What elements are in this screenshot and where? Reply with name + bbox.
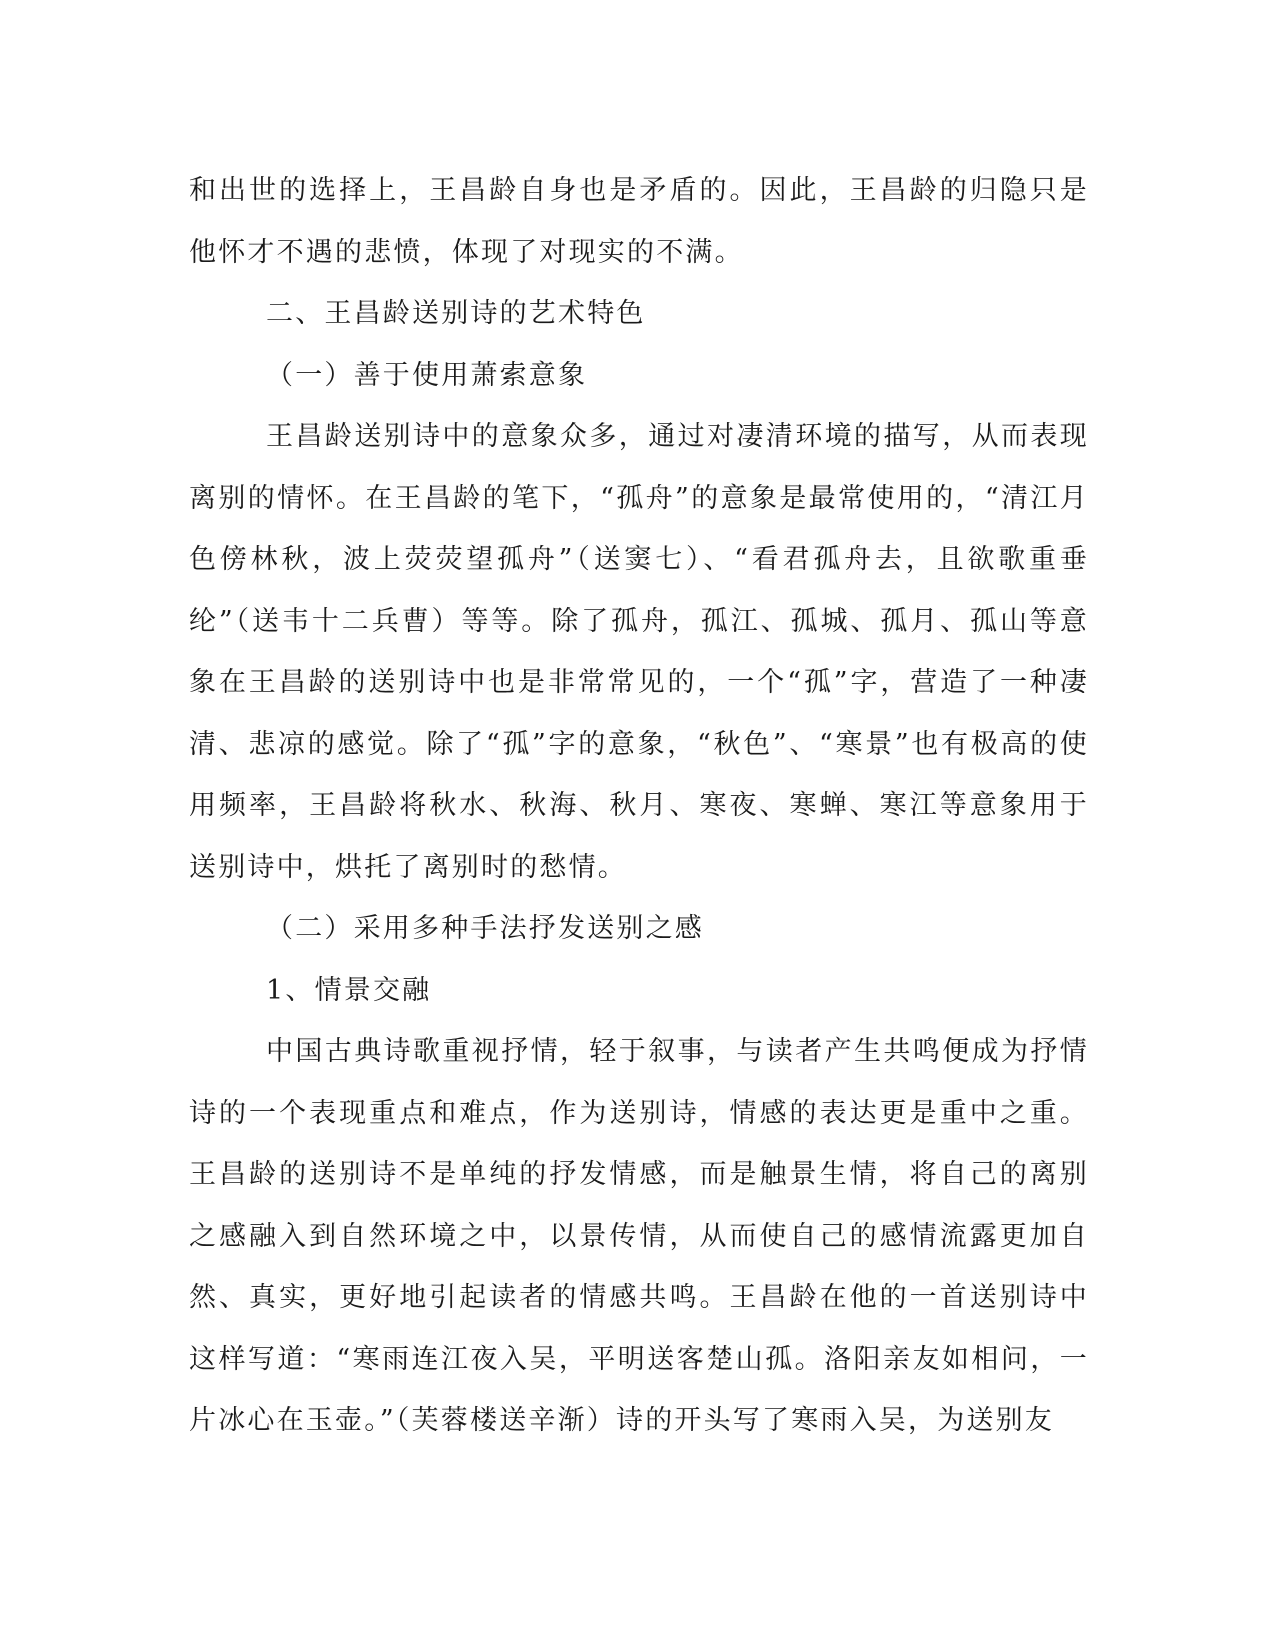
paragraph-imagery: 王昌龄送别诗中的意象众多，通过对凄清环境的描写，从而表现离别的情怀。在王昌龄的笔下，“孤舟”的意象是最常使用的，“清江月色傍林秋，波上荧荧望孤舟”（送窦七）、“看君孤舟去，且欲歌重垂纶”（送韦十二兵曹）等等。除了孤舟，孤江、孤城、孤月、孤山等意象在王昌龄的送别诗中也是非常常见的，一个“孤”字，营造了一种凄清、悲凉的感觉。除了“孤”字的意象，“秋色”、“寒景”也有极高的使用频率，王昌龄将秋水、秋海、秋月、寒夜、寒蝉、寒江等意象用于送别诗中，烘托了离别时的愁情。	[189, 421, 1089, 883]
subsection-heading-1: （一）善于使用萧索意象	[266, 359, 588, 391]
text-column	[189, 160, 1089, 1452]
paragraph-scene-emotion: 中国古典诗歌重视抒情，轻于叙事，与读者产生共鸣便成为抒情诗的一个表现重点和难点，作为送别诗，情感的表达更是重中之重。王昌龄的送别诗不是单纯的抒发情感，而是触景生情，将自己的离别之感融入到自然环境之中，以景传情，从而使自己的感情流露更加自然、真实，更好地引起读者的情感共鸣。王昌龄在他的一首送别诗中这样写道：“寒雨连江夜入吴，平明送客楚山孤。洛阳亲友如相问，一片冰心在玉壶。”（芙蓉楼送辛渐）诗的开头写了寒雨入吴，为送别友	[189, 1036, 1089, 1436]
subsection-heading-2-1: 1、情景交融	[266, 974, 432, 1006]
subsection-heading-2: （二）采用多种手法抒发送别之感	[266, 913, 704, 944]
paragraph-continued: 和出世的选择上，王昌龄自身也是矛盾的。因此，王昌龄的归隐只是他怀才不遇的悲愤，体现了对现实的不满。	[189, 175, 1089, 268]
section-heading: 二、王昌龄送别诗的艺术特色	[266, 298, 646, 329]
